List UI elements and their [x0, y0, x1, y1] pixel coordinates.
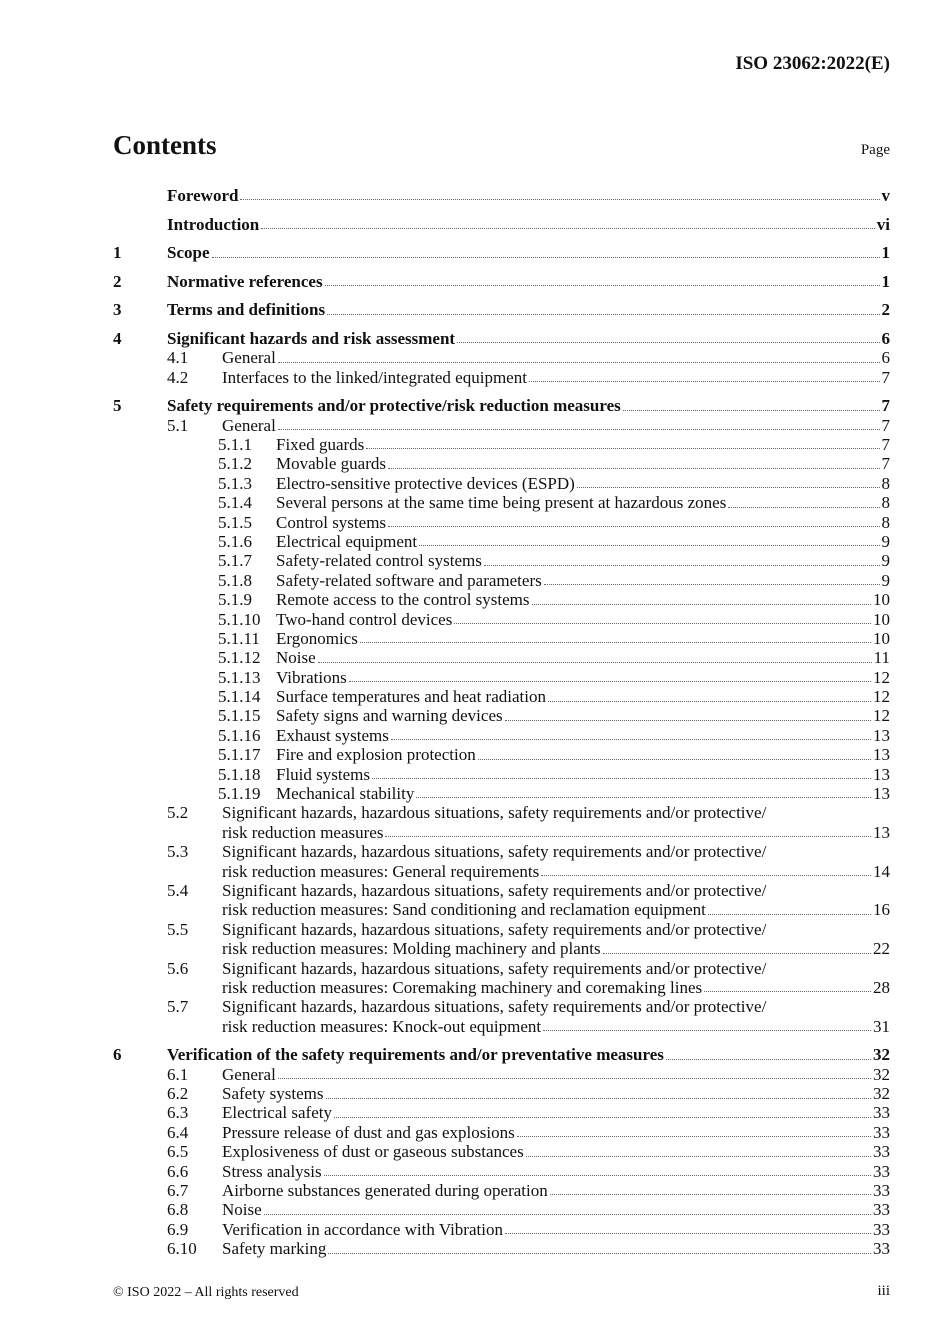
section-number: 5.1.4 — [218, 493, 252, 513]
page-ref[interactable]: 7 — [881, 415, 890, 435]
section-title[interactable]: Safety signs and warning devices — [276, 706, 503, 726]
section-title[interactable]: Safety requirements and/or protective/risk reduction measures — [167, 396, 621, 416]
page-ref[interactable]: vi — [876, 214, 890, 234]
dot-leader — [623, 410, 880, 411]
dot-leader — [517, 1136, 871, 1137]
page-ref[interactable]: 28 — [873, 977, 890, 997]
dot-leader — [603, 953, 871, 954]
section-title[interactable]: Interfaces to the linked/integrated equipment — [222, 367, 527, 387]
table-of-contents — [113, 186, 890, 1259]
section-title[interactable]: Pressure release of dust and gas explosions — [222, 1122, 515, 1142]
section-title[interactable]: Ergonomics — [276, 628, 358, 648]
toc-entry[interactable] — [113, 243, 890, 262]
toc-entry-continuation[interactable] — [113, 823, 890, 842]
toc-entry[interactable] — [113, 551, 890, 570]
document-id-header: ISO 23062:2022(E) — [735, 53, 890, 74]
section-number: 6.5 — [167, 1142, 189, 1162]
toc-entry[interactable] — [113, 629, 890, 648]
section-number: 5.1.8 — [218, 570, 252, 590]
page-ref[interactable]: 33 — [873, 1142, 890, 1162]
page-ref[interactable]: 1 — [881, 243, 890, 263]
section-number: 5.1.10 — [218, 609, 261, 629]
toc-entry[interactable] — [113, 1181, 890, 1200]
section-number: 5.6 — [167, 958, 189, 978]
toc-entry[interactable] — [113, 571, 890, 590]
toc-entry[interactable] — [113, 368, 890, 387]
dot-leader — [327, 314, 879, 315]
dot-leader — [550, 1194, 871, 1195]
dot-leader — [385, 836, 871, 837]
section-number: 6.1 — [167, 1064, 189, 1084]
page-ref[interactable]: 13 — [873, 725, 890, 745]
section-title[interactable]: Significant hazards, hazardous situations, safety requirements and/or protective/ — [222, 842, 767, 862]
dot-leader — [541, 875, 871, 876]
section-number: 5.1.7 — [218, 551, 252, 571]
toc-entry[interactable] — [113, 186, 890, 205]
section-title-continued[interactable]: risk reduction measures: Coremaking machinery and coremaking lines — [222, 977, 703, 997]
dot-leader — [529, 381, 880, 382]
toc-entry[interactable] — [113, 803, 890, 822]
copyright-footer: © ISO 2022 – All rights reserved — [113, 1285, 299, 1300]
toc-entry[interactable] — [113, 590, 890, 609]
toc-entry[interactable] — [113, 348, 890, 367]
page-ref[interactable]: 33 — [873, 1103, 890, 1123]
page-ref[interactable]: 32 — [873, 1064, 890, 1084]
toc-entry[interactable] — [113, 959, 890, 978]
toc-entry[interactable] — [113, 842, 890, 861]
toc-entry-continuation[interactable] — [113, 978, 890, 997]
page-ref[interactable]: 7 — [881, 367, 890, 387]
page-ref[interactable]: v — [881, 185, 890, 205]
toc-entry[interactable] — [113, 1123, 890, 1142]
toc-entry[interactable] — [113, 765, 890, 784]
dot-leader — [505, 720, 871, 721]
dot-leader — [388, 468, 879, 469]
toc-entry[interactable] — [113, 329, 890, 348]
page-ref[interactable]: 10 — [873, 609, 890, 629]
page-number: iii — [877, 1283, 890, 1299]
section-title[interactable]: Electrical equipment — [276, 531, 418, 551]
page-ref[interactable]: 11 — [873, 648, 890, 668]
section-title[interactable]: General — [222, 415, 276, 435]
dot-leader — [334, 1117, 871, 1118]
dot-leader — [505, 1233, 871, 1234]
toc-entry[interactable] — [113, 272, 890, 291]
section-number: 5.3 — [167, 842, 189, 862]
section-title-continued[interactable]: risk reduction measures: Molding machinery and plants — [222, 939, 601, 959]
toc-entry[interactable] — [113, 1220, 890, 1239]
section-number: 6.2 — [167, 1084, 189, 1104]
dot-leader — [708, 914, 871, 915]
section-number: 5.1.15 — [218, 706, 261, 726]
section-title[interactable]: Electrical safety — [222, 1103, 332, 1123]
dot-leader — [544, 584, 880, 585]
section-number: 5.1 — [167, 415, 189, 435]
page-ref[interactable]: 13 — [873, 822, 890, 842]
section-title[interactable]: General — [222, 348, 276, 368]
section-title[interactable]: Airborne substances generated during operation — [222, 1181, 548, 1201]
section-title[interactable]: Verification of the safety requirements and/or preventative measures — [167, 1045, 664, 1065]
page-ref[interactable]: 13 — [873, 745, 890, 765]
section-number: 6.9 — [167, 1219, 189, 1239]
section-title[interactable]: Significant hazards, hazardous situations, safety requirements and/or protective/ — [222, 803, 767, 823]
section-title[interactable]: Mechanical stability — [276, 784, 415, 804]
section-number: 5.1.3 — [218, 473, 252, 493]
page-ref[interactable]: 12 — [873, 687, 890, 707]
toc-entry[interactable] — [113, 648, 890, 667]
dot-leader — [349, 681, 871, 682]
page-ref[interactable]: 7 — [881, 454, 890, 474]
dot-leader — [240, 199, 879, 200]
section-number: 5.1.17 — [218, 745, 261, 765]
toc-entry[interactable] — [113, 687, 890, 706]
toc-entry[interactable] — [113, 416, 890, 435]
page-ref[interactable]: 13 — [873, 764, 890, 784]
section-title[interactable]: Fluid systems — [276, 764, 370, 784]
section-number: 4.2 — [167, 367, 189, 387]
section-title[interactable]: Verification in accordance with Vibration — [222, 1219, 503, 1239]
dot-leader — [278, 1078, 871, 1079]
toc-entry[interactable] — [113, 300, 890, 319]
section-title[interactable]: Explosiveness of dust or gaseous substances — [222, 1142, 524, 1162]
page-ref[interactable]: 16 — [873, 900, 890, 920]
section-title[interactable]: Terms and definitions — [167, 300, 326, 320]
section-number: 5.1.6 — [218, 531, 252, 551]
page-ref[interactable]: 12 — [873, 667, 890, 687]
dot-leader — [366, 448, 879, 449]
section-title[interactable]: Two-hand control devices — [276, 609, 453, 629]
section-number: 4.1 — [167, 348, 189, 368]
page-ref[interactable]: 33 — [873, 1239, 890, 1259]
dot-leader — [526, 1156, 871, 1157]
page-ref[interactable]: 7 — [881, 396, 890, 416]
toc-entry[interactable] — [113, 920, 890, 939]
page-ref[interactable]: 33 — [873, 1161, 890, 1181]
section-number: 6.4 — [167, 1122, 189, 1142]
page-ref[interactable]: 22 — [873, 939, 890, 959]
toc-entry[interactable] — [113, 532, 890, 551]
dot-leader — [391, 739, 871, 740]
dot-leader — [278, 429, 880, 430]
section-title[interactable]: Fixed guards — [276, 435, 365, 455]
dot-leader — [548, 701, 871, 702]
dot-leader — [360, 642, 871, 643]
section-title[interactable]: Control systems — [276, 512, 387, 532]
page-column-label: Page — [860, 142, 890, 158]
dot-leader — [278, 362, 880, 363]
section-title[interactable]: Safety systems — [222, 1084, 324, 1104]
dot-leader — [666, 1059, 871, 1060]
section-number: 6.6 — [167, 1161, 189, 1181]
page-ref[interactable]: 6 — [881, 348, 890, 368]
section-number: 5.1.18 — [218, 764, 261, 784]
dot-leader — [577, 487, 880, 488]
section-title[interactable]: Movable guards — [276, 454, 387, 474]
dot-leader — [318, 662, 872, 663]
section-number: 1 — [113, 243, 122, 263]
dot-leader — [478, 759, 871, 760]
section-number: 5.1.2 — [218, 454, 252, 474]
section-number: 5.1.16 — [218, 725, 261, 745]
section-number: 5.5 — [167, 919, 189, 939]
toc-entry[interactable] — [113, 668, 890, 687]
toc-entry[interactable] — [113, 784, 890, 803]
section-number: 5.1.11 — [218, 628, 260, 648]
section-title[interactable]: Several persons at the same time being present at hazardous zones — [276, 493, 727, 513]
dot-leader — [261, 228, 875, 229]
section-number: 6 — [113, 1045, 122, 1065]
toc-entry[interactable] — [113, 726, 890, 745]
section-number: 4 — [113, 328, 122, 348]
section-number: 6.3 — [167, 1103, 189, 1123]
page-ref[interactable]: 33 — [873, 1181, 890, 1201]
section-title-continued[interactable]: risk reduction measures: General requirements — [222, 861, 540, 881]
dot-leader — [324, 1175, 871, 1176]
page-ref[interactable]: 33 — [873, 1219, 890, 1239]
page-ref[interactable]: 6 — [881, 328, 890, 348]
toc-entry[interactable] — [113, 454, 890, 473]
dot-leader — [454, 623, 871, 624]
dot-leader — [419, 545, 879, 546]
toc-entry[interactable] — [113, 396, 890, 415]
page-ref[interactable]: 9 — [881, 570, 890, 590]
section-number: 3 — [113, 300, 122, 320]
page-ref[interactable]: 33 — [873, 1122, 890, 1142]
toc-entry[interactable] — [113, 513, 890, 532]
toc-entry[interactable] — [113, 745, 890, 764]
toc-entry[interactable] — [113, 1142, 890, 1161]
section-number: 5.1.9 — [218, 590, 252, 610]
section-number: 5 — [113, 396, 122, 416]
page-ref[interactable]: 8 — [881, 493, 890, 513]
toc-entry[interactable] — [113, 1084, 890, 1103]
section-title[interactable]: Vibrations — [276, 667, 347, 687]
section-title[interactable]: Significant hazards, hazardous situations, safety requirements and/or protective/ — [222, 958, 767, 978]
page-ref[interactable]: 9 — [881, 551, 890, 571]
section-title[interactable]: Significant hazards, hazardous situations, safety requirements and/or protective/ — [222, 997, 767, 1017]
dot-leader — [388, 526, 879, 527]
toc-entry[interactable] — [113, 215, 890, 234]
section-number: 5.2 — [167, 803, 189, 823]
page-ref[interactable]: 10 — [873, 590, 890, 610]
toc-entry[interactable] — [113, 435, 890, 454]
section-title[interactable]: Remote access to the control systems — [276, 590, 530, 610]
page-ref[interactable]: 31 — [873, 1016, 890, 1036]
dot-leader — [484, 565, 880, 566]
dot-leader — [328, 1253, 871, 1254]
toc-entry[interactable] — [113, 1104, 890, 1123]
dot-leader — [416, 797, 871, 798]
page-ref[interactable]: 8 — [881, 473, 890, 493]
page-ref[interactable]: 9 — [881, 531, 890, 551]
section-number: 5.1.19 — [218, 784, 261, 804]
section-number: 6.8 — [167, 1200, 189, 1220]
toc-entry[interactable] — [113, 474, 890, 493]
page-ref[interactable]: 32 — [873, 1045, 890, 1065]
dot-leader — [325, 285, 880, 286]
section-title[interactable]: Fire and explosion protection — [276, 745, 476, 765]
toc-entry-continuation[interactable] — [113, 939, 890, 958]
toc-entry[interactable] — [113, 1045, 890, 1064]
section-number: 5.7 — [167, 997, 189, 1017]
toc-entry[interactable] — [113, 1162, 890, 1181]
section-number: 5.1.1 — [218, 435, 252, 455]
toc-entry[interactable] — [113, 493, 890, 512]
toc-entry-continuation[interactable] — [113, 862, 890, 881]
section-title[interactable]: Surface temperatures and heat radiation — [276, 687, 546, 707]
page-ref[interactable]: 32 — [873, 1084, 890, 1104]
page-ref[interactable]: 33 — [873, 1200, 890, 1220]
section-number: 6.7 — [167, 1181, 189, 1201]
section-number: 5.4 — [167, 881, 189, 900]
page-ref[interactable]: 1 — [881, 271, 890, 291]
section-title[interactable]: Scope — [167, 243, 210, 263]
section-title[interactable]: Safety-related software and parameters — [276, 570, 542, 590]
dot-leader — [212, 257, 880, 258]
page-ref[interactable]: 8 — [881, 512, 890, 532]
dot-leader — [326, 1098, 871, 1099]
toc-entry-continuation[interactable] — [113, 900, 890, 919]
section-title[interactable]: Significant hazards and risk assessment — [167, 328, 456, 348]
section-number: 5.1.13 — [218, 667, 261, 687]
page-ref[interactable]: 12 — [873, 706, 890, 726]
section-title-continued[interactable]: risk reduction measures: Knock-out equipment — [222, 1016, 542, 1036]
page-ref[interactable]: 2 — [881, 300, 890, 320]
section-title[interactable]: Noise — [222, 1200, 262, 1220]
section-number: 5.1.12 — [218, 648, 261, 668]
section-title[interactable]: Noise — [276, 648, 316, 668]
section-title[interactable]: Significant hazards, hazardous situations, safety requirements and/or protective/ — [222, 881, 767, 900]
toc-entry[interactable] — [113, 707, 890, 726]
toc-entry[interactable] — [113, 1065, 890, 1084]
toc-entry[interactable] — [113, 1200, 890, 1219]
toc-entry[interactable] — [113, 1239, 890, 1258]
page-ref[interactable]: 14 — [873, 861, 890, 881]
page-ref[interactable]: 13 — [873, 784, 890, 804]
dot-leader — [543, 1030, 871, 1031]
toc-entry[interactable] — [113, 881, 890, 900]
dot-leader — [532, 604, 871, 605]
section-title[interactable]: Exhaust systems — [276, 725, 389, 745]
section-title[interactable]: Normative references — [167, 271, 323, 291]
page-ref[interactable]: 7 — [881, 435, 890, 455]
section-title[interactable]: Significant hazards, hazardous situations, safety requirements and/or protective/ — [222, 919, 767, 939]
section-number: 5.1.14 — [218, 687, 261, 707]
section-title-continued[interactable]: risk reduction measures: Sand conditioning and reclamation equipment — [222, 900, 706, 920]
dot-leader — [704, 991, 871, 992]
dot-leader — [457, 342, 879, 343]
section-title[interactable]: Foreword — [167, 185, 239, 205]
section-title[interactable]: Stress analysis — [222, 1161, 322, 1181]
dot-leader — [264, 1214, 871, 1215]
dot-leader — [372, 778, 871, 779]
page-title: Contents — [113, 130, 217, 160]
section-title[interactable]: Introduction — [167, 214, 260, 234]
section-title-continued[interactable]: risk reduction measures — [222, 822, 384, 842]
toc-entry[interactable] — [113, 997, 890, 1016]
toc-entry-continuation[interactable] — [113, 1017, 890, 1036]
section-title[interactable]: Safety-related control systems — [276, 551, 482, 571]
toc-entry[interactable] — [113, 610, 890, 629]
page-ref[interactable]: 10 — [873, 628, 890, 648]
section-number: 5.1.5 — [218, 512, 252, 532]
dot-leader — [728, 507, 879, 508]
section-title[interactable]: Electro-sensitive protective devices (ESPD) — [276, 473, 575, 493]
section-number: 2 — [113, 271, 122, 291]
section-title[interactable]: Safety marking — [222, 1239, 327, 1259]
section-title[interactable]: General — [222, 1064, 276, 1084]
section-number: 6.10 — [167, 1239, 197, 1259]
